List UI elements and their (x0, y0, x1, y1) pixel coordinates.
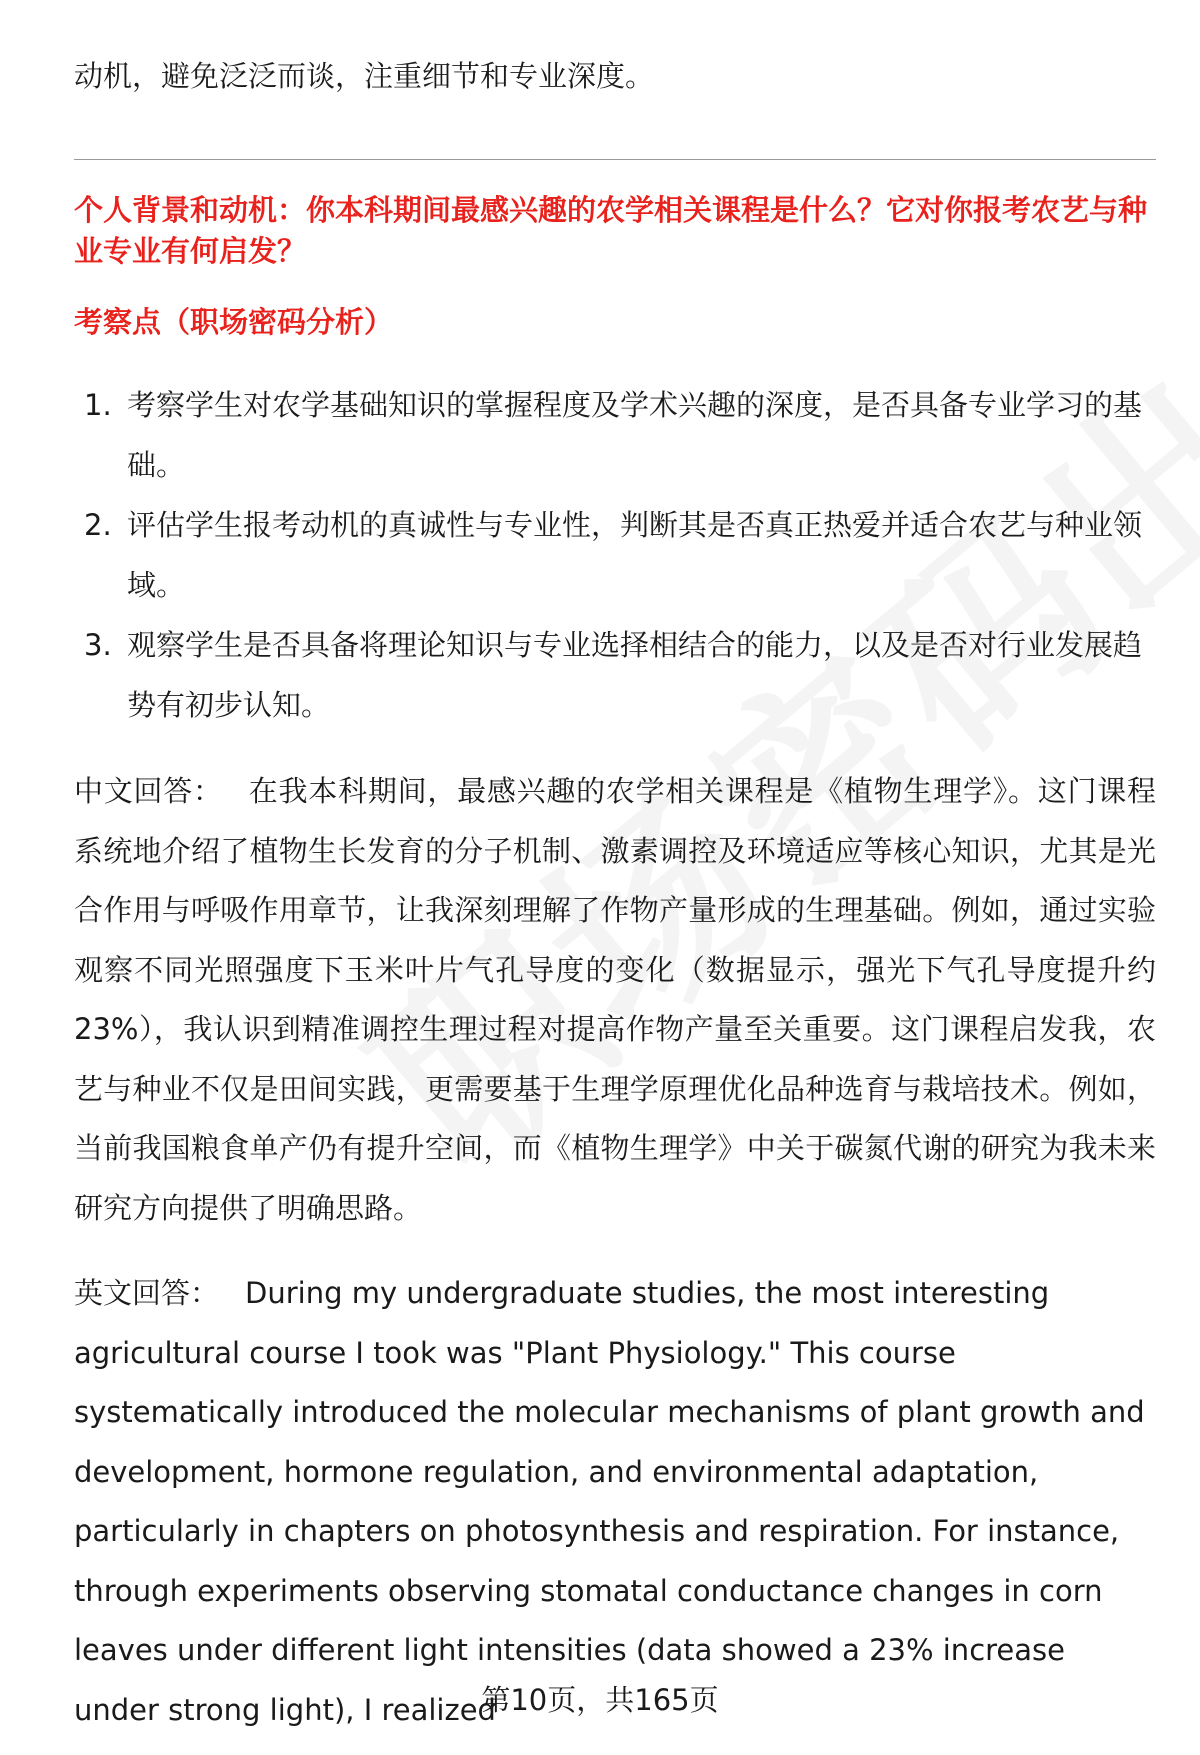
assessment-points-list (74, 375, 1156, 735)
list-item (74, 615, 1156, 735)
english-answer (74, 1264, 1156, 1740)
intro-tail-text: 动机，避免泛泛而谈，注重细节和专业深度。 (74, 59, 655, 93)
list-item-number: 1. (84, 388, 112, 422)
list-item (74, 375, 1156, 495)
page-number-footer: 第10页，共165页 (481, 1683, 719, 1717)
list-item-text: 考察学生对农学基础知识的掌握程度及学术兴趣的深度，是否具备专业学习的基础。 (127, 388, 1143, 482)
question-heading: 个人背景和动机：你本科期间最感兴趣的农学相关课程是什么？它对你报考农艺与种业专业有何启发？ (74, 193, 1148, 268)
list-item-text: 观察学生是否具备将理论知识与专业选择相结合的能力，以及是否对行业发展趋势有初步认知。 (127, 628, 1143, 722)
list-item-number: 2. (84, 508, 112, 542)
list-item-text: 评估学生报考动机的真诚性与专业性，判断其是否真正热爱并适合农艺与种业领域。 (127, 508, 1143, 602)
english-answer-label: 英文回答： (74, 1276, 220, 1310)
list-item-number: 3. (84, 628, 112, 662)
focus-heading: 考察点（职场密码分析） (74, 305, 394, 339)
english-answer-text: During my undergraduate studies, the most interesting agricultural course I took was "Plant Physiology." This course systematically introduced the molecular mechanisms of plant growth and development, hormone regulation, and environmental adaptation, particularly in chapters on photosynthesis and respiration. For instance, through experiments observing stomatal conductance changes in corn leaves under different light intensities (data showed a 23% increase under strong light), I realized (74, 1276, 1145, 1727)
list-item (74, 495, 1156, 615)
section-divider (74, 159, 1156, 160)
chinese-answer-text: 在我本科期间，最感兴趣的农学相关课程是《植物生理学》。这门课程系统地介绍了植物生长发育的分子机制、激素调控及环境适应等核心知识，尤其是光合作用与呼吸作用章节，让我深刻理解了作物产量形成的生理基础。例如，通过实验观察不同光照强度下玉米叶片气孔导度的变化（数据显示，强光下气孔导度提升约23%），我认识到精准调控生理过程对提高作物产量至关重要。这门课程启发我，农艺与种业不仅是田间实践，更需要基于生理学原理优化品种选育与栽培技术。例如，当前我国粮食单产仍有提升空间，而《植物生理学》中关于碳氮代谢的研究为我未来研究方向提供了明确思路。 (74, 774, 1156, 1225)
chinese-answer-label: 中文回答： (74, 774, 223, 808)
chinese-answer (74, 762, 1156, 1238)
